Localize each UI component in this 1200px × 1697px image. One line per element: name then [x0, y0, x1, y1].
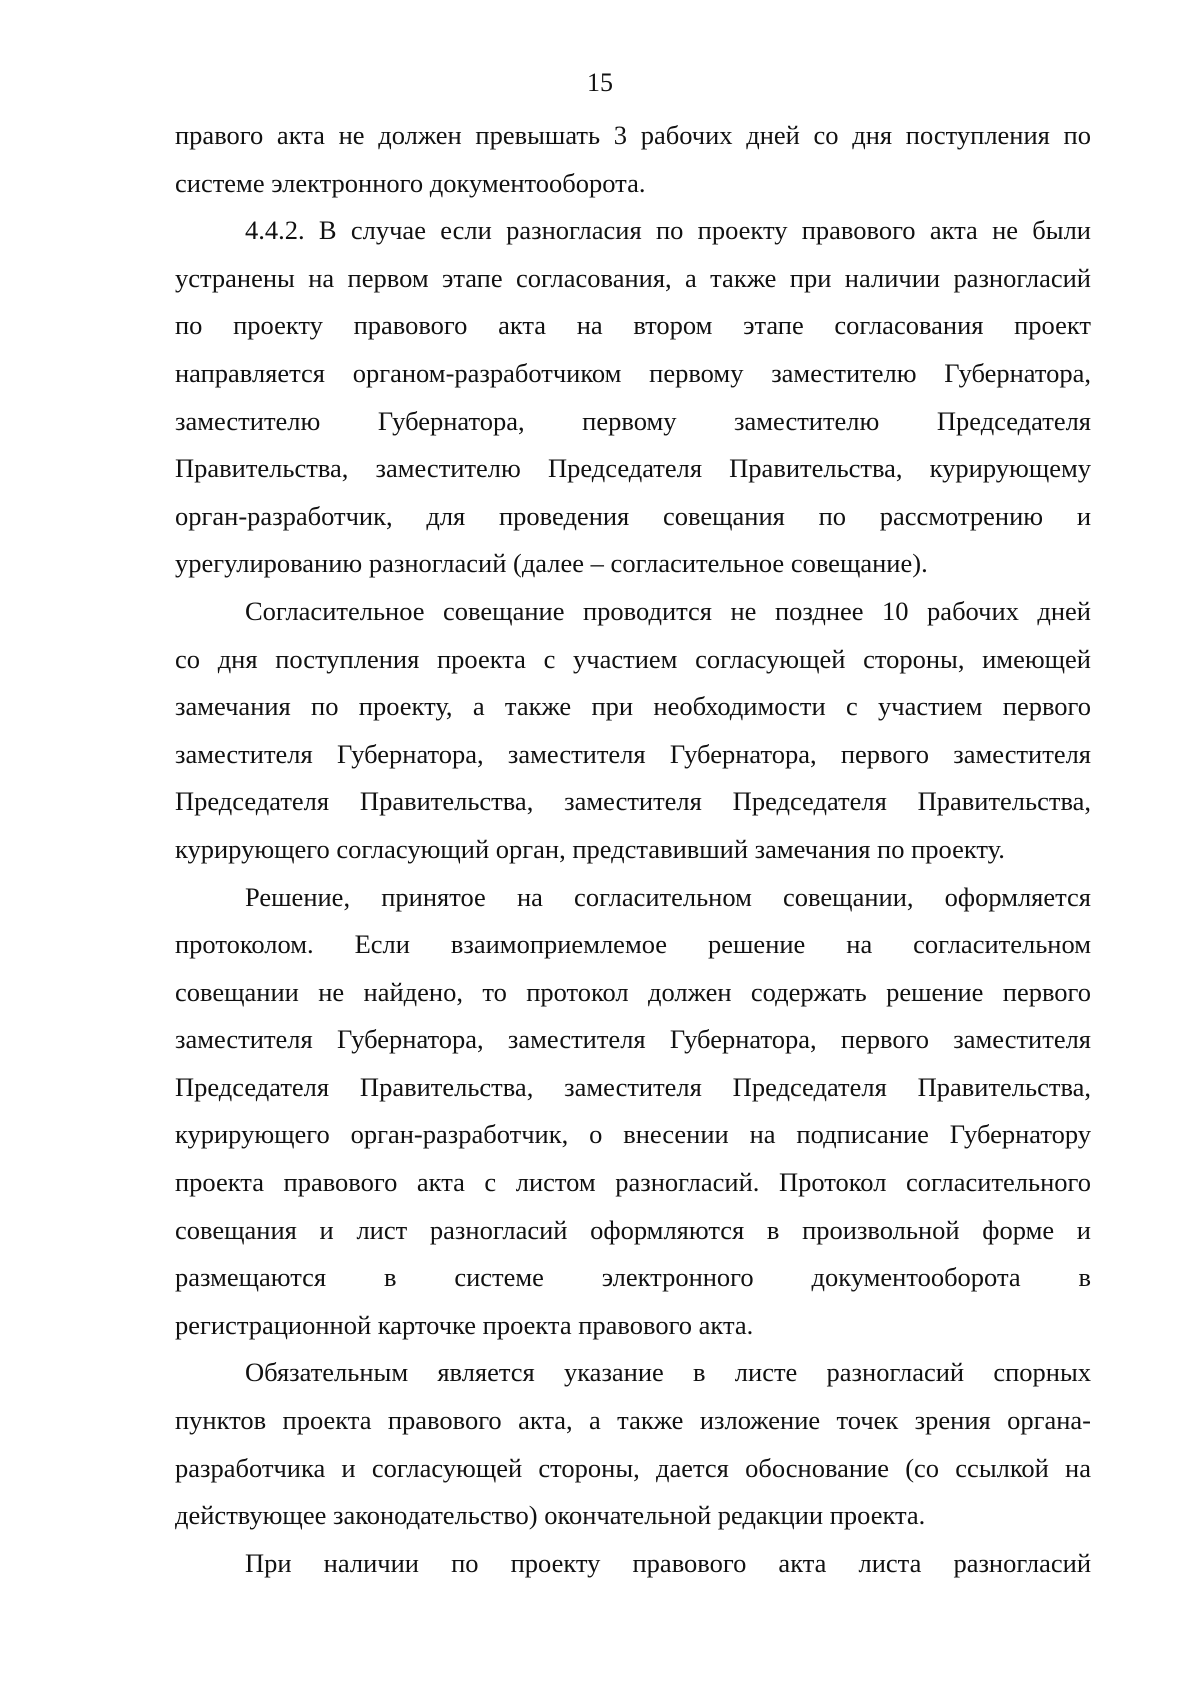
text-line: направляется органом-разработчиком первому заместителю Губернатора, [175, 357, 1091, 388]
text-line: разработчика и согласующей стороны, дается обоснование (со ссылкой на [175, 1452, 1091, 1483]
text-line: правого акта не должен превышать 3 рабочих дней со дня поступления по [175, 120, 1091, 150]
text-line: урегулированию разногласий (далее – согласительное совещание). [175, 548, 928, 579]
text-line: протоколом. Если взаимоприемлемое решение на согласительном [175, 929, 1091, 960]
text-line: регистрационной карточке проекта правового акта. [175, 1309, 754, 1340]
document-body [175, 112, 1091, 1587]
text-line: со дня поступления проекта с участием согласующей стороны, имеющей [175, 643, 1091, 674]
text-line: заместителя Губернатора, заместителя Губернатора, первого заместителя [175, 1024, 1091, 1055]
text-line: по проекту правового акта на втором этапе согласования проект [175, 310, 1091, 341]
text-line: 4.4.2. В случае если разногласия по проекту правового акта не были [245, 215, 1091, 246]
text-line: заместителя Губернатора, заместителя Губернатора, первого заместителя [175, 738, 1091, 769]
text-line: совещании не найдено, то протокол должен содержать решение первого [175, 976, 1091, 1007]
text-line: пунктов проекта правового акта, а также изложение точек зрения органа- [175, 1405, 1091, 1436]
text-line: орган-разработчик, для проведения совещания по рассмотрению и [175, 500, 1091, 531]
text-line: заместителю Губернатора, первому заместителю Председателя [175, 405, 1091, 436]
page-number: 15 [587, 68, 613, 97]
text-line: проекта правового акта с листом разногласий. Протокол согласительного [175, 1167, 1091, 1198]
text-line: Обязательным является указание в листе разногласий спорных [245, 1357, 1091, 1388]
text-line: курирующего орган-разработчик, о внесении на подписание Губернатору [175, 1119, 1091, 1150]
text-line: действующее законодательство) окончательной редакции проекта. [175, 1500, 926, 1531]
text-line: курирующего согласующий орган, представивший замечания по проекту. [175, 833, 1005, 864]
text-line: Правительства, заместителю Председателя Правительства, курирующему [175, 453, 1091, 484]
text-line: При наличии по проекту правового акта листа разногласий [245, 1547, 1091, 1578]
text-line: устранены на первом этапе согласования, а также при наличии разногласий [175, 262, 1091, 293]
text-line: совещания и лист разногласий оформляются в произвольной форме и [175, 1214, 1091, 1245]
text-line: замечания по проекту, а также при необходимости с участием первого [175, 691, 1091, 722]
text-line: Решение, принятое на согласительном совещании, оформляется [245, 881, 1091, 912]
text-line: Председателя Правительства, заместителя Председателя Правительства, [175, 1071, 1091, 1102]
text-line: размещаются в системе электронного документооборота в [175, 1262, 1091, 1293]
text-line: Согласительное совещание проводится не позднее 10 рабочих дней [245, 595, 1091, 626]
text-line: системе электронного документооборота. [175, 167, 646, 198]
text-line: Председателя Правительства, заместителя Председателя Правительства, [175, 786, 1091, 817]
